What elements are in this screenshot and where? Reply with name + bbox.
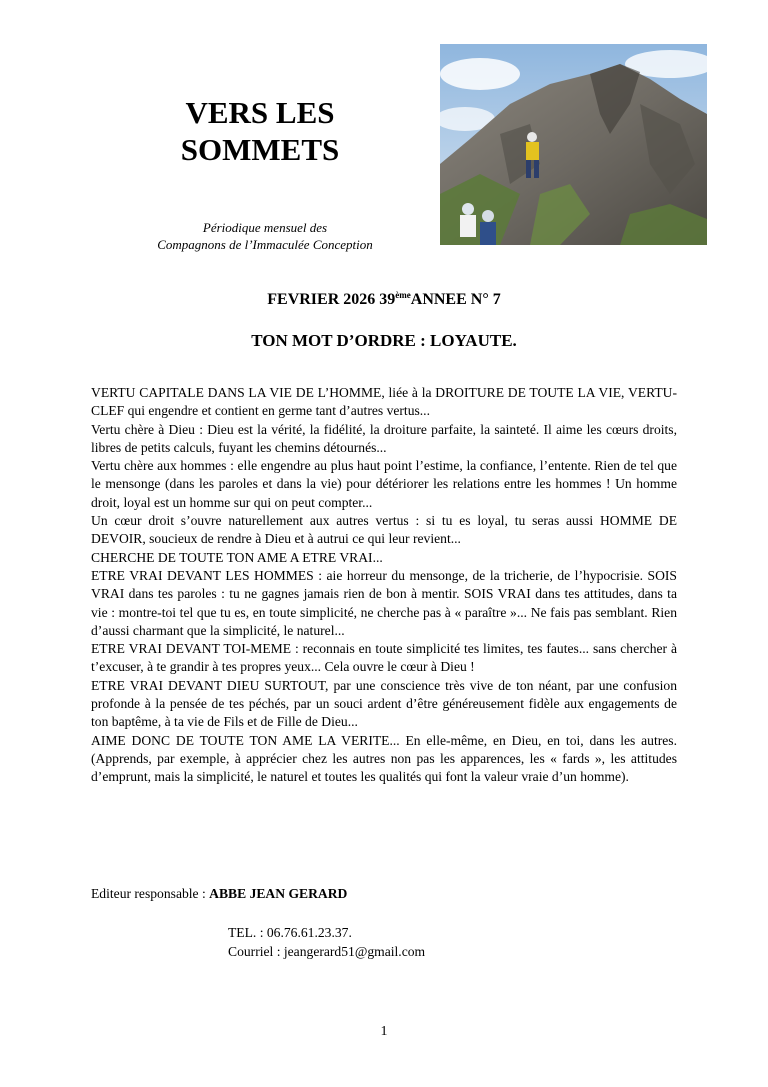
page-number: 1 bbox=[380, 1024, 388, 1039]
article-body bbox=[91, 384, 677, 787]
subtitle-line-2: Compagnons de l’Immaculée Conception bbox=[157, 237, 373, 252]
masthead-subtitle bbox=[120, 219, 410, 253]
paragraph: CHERCHE DE TOUTE TON AME A ETRE VRAI... bbox=[91, 549, 383, 565]
article-title: TON MOT D’ORDRE : LOYAUTE. bbox=[251, 331, 517, 350]
title-line-1: VERS LES bbox=[185, 95, 335, 130]
paragraph: ETRE VRAI DEVANT LES HOMMES : aie horreur du mensonge, de la tricherie, de l’hypocrisie. SOIS VRAI dans tes paroles : tu ne gagnes jamais rien de bon à mentir. SOIS VRAI dans tes attitudes, dans ta vie : montre-toi tel que tu es, en toute simplicité, ne cherche pas à « paraître »... Ne fais pas semblant. Rien d’aussi charmant que la simplicité, le naturel... bbox=[91, 567, 677, 638]
phone-number: TEL. : 06.76.61.23.37. bbox=[228, 925, 352, 940]
subtitle-line-1: Périodique mensuel des bbox=[202, 220, 328, 235]
masthead-title bbox=[150, 94, 370, 168]
paragraph: ETRE VRAI DEVANT DIEU SURTOUT, par une conscience très vive de ton néant, par une confusion profonde à la pensée de tes péchés, par un souci ardent d’être généreusement fidèle aux engagements de ton baptême, à ta vie de Fils et de Fille de Dieu... bbox=[91, 677, 677, 730]
paragraph: Vertu chère à Dieu : Dieu est la vérité, la fidélité, la droiture parfaite, la sainteté. Il aime les cœurs droits, libres de petits calculs, fuyant les chemins détournés... bbox=[91, 421, 677, 455]
editor-label: Editeur responsable : bbox=[91, 886, 210, 901]
paragraph: AIME DONC DE TOUTE TON AME LA VERITE... En elle-même, en Dieu, en toi, dans les autres. (Apprends, par exemple, à apprécier chez les autres non pas les apparences, les « fards », les attitudes d’emprunt, mais la simplicité, le naturel et toutes les qualités qui font la valeur vraie d’un homme). bbox=[91, 732, 677, 785]
email-address: Courriel : jeangerard51@gmail.com bbox=[228, 944, 426, 959]
paragraph: VERTU CAPITALE DANS LA VIE DE L’HOMME, liée à la DROITURE DE TOUTE LA VIE, VERTU-CLEF qui engendre et contient en germe tant d’autres vertus... bbox=[91, 385, 677, 419]
issue-ordinal-suffix: ème bbox=[395, 290, 411, 300]
issue-number: ANNEE N° 7 bbox=[410, 291, 501, 308]
paragraph: ETRE VRAI DEVANT TOI-MEME : reconnais en toute simplicité tes limites, tes fautes... sans chercher à t’excuser, à te grandir à tes propres yeux... Cela ouvre le cœur à Dieu ! bbox=[91, 641, 677, 675]
paragraph: Vertu chère aux hommes : elle engendre au plus haut point l’estime, la confiance, l’entente. Rien de tel que le mensonge (dans les paroles et dans la vie) pour détériorer les relations entre les hommes ! Un homme droit, loyal est un homme sur qui on peut compter... bbox=[91, 458, 677, 510]
issue-month-year: FEVRIER 2026 39 bbox=[267, 291, 396, 308]
contact-block bbox=[228, 923, 425, 961]
paragraph: Un cœur droit s’ouvre naturellement aux autres vertus : si tu es loyal, tu seras aussi HOMME DE DEVOIR, soucieux de rendre à Dieu et à autrui ce qui leur revient... bbox=[91, 513, 677, 547]
issue-dateline bbox=[0, 290, 768, 309]
title-line-2: SOMMETS bbox=[180, 132, 340, 167]
climbers-photo bbox=[440, 44, 707, 245]
editor-name: ABBE JEAN GERARD bbox=[209, 886, 348, 901]
editor-line bbox=[91, 886, 347, 902]
